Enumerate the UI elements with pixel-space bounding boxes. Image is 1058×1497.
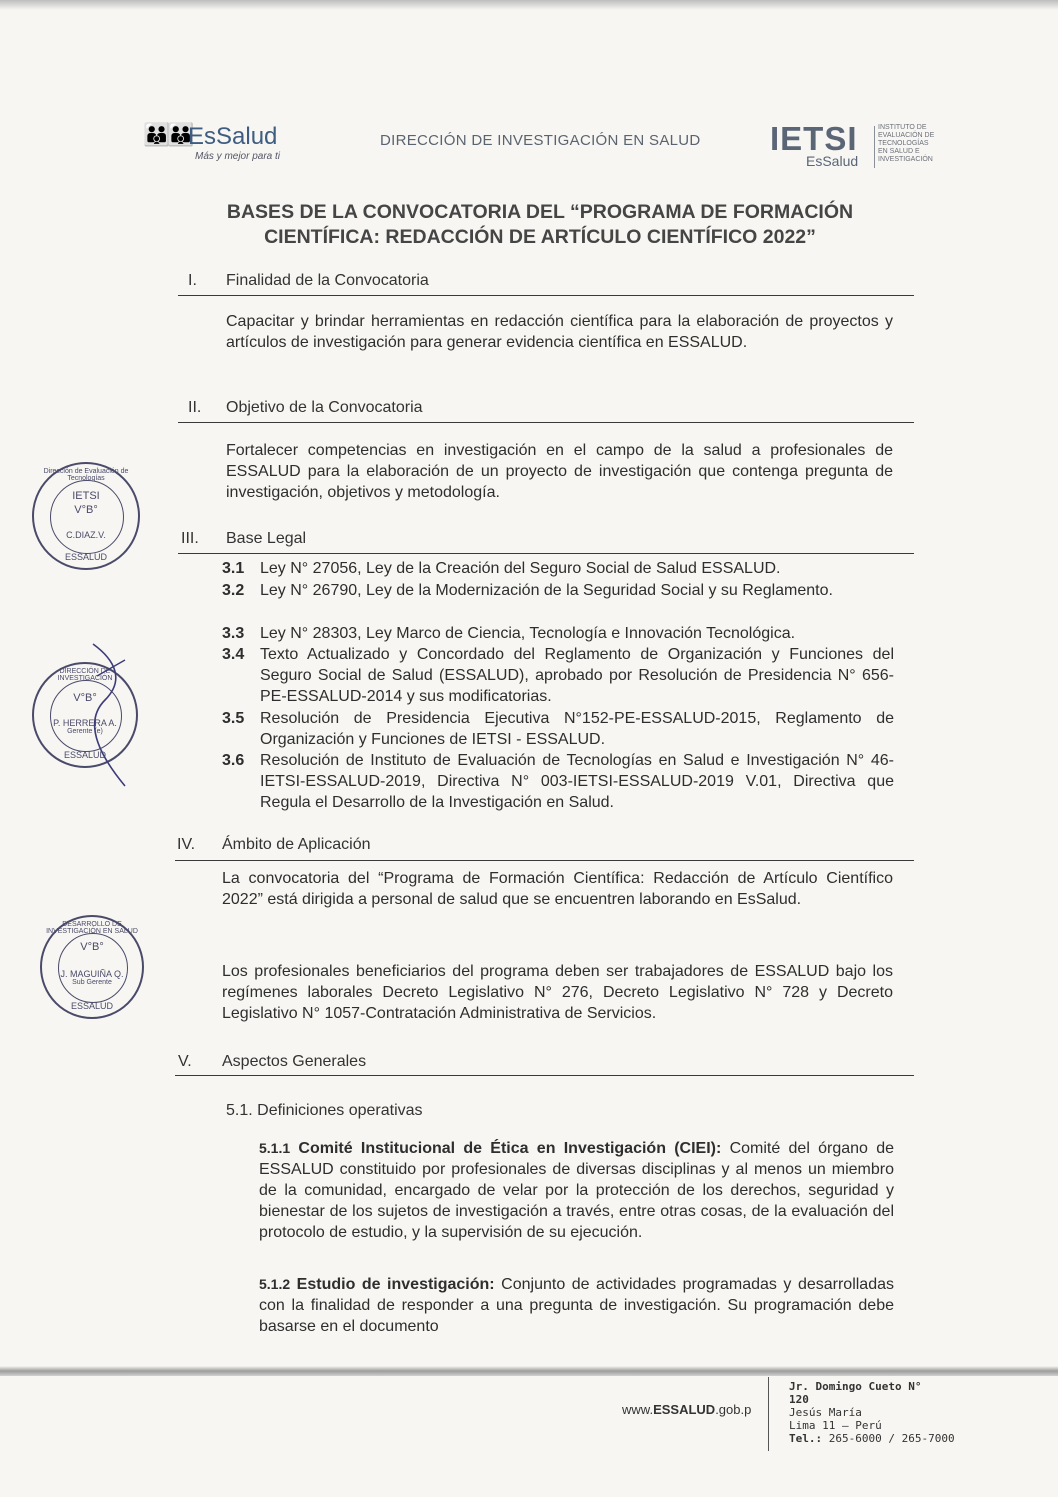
- section-4-title: Ámbito de Aplicación: [222, 836, 371, 853]
- footer-address-line2: 120: [789, 1393, 809, 1406]
- section-2-text: Fortalecer competencias en investigación en el campo de la salud a profesionales de ESSALUD para la elaboración de un proyecto de investigación que contenga pregunta de investigación, objetivos y metodología.: [226, 442, 893, 501]
- legal-item: [222, 623, 894, 644]
- section-4-text-1: La convocatoria del “Programa de Formación Científica: Redacción de Artículo Científico 2022” está dirigida a personal de salud que se encuentren laborando en EsSalud.: [222, 870, 893, 908]
- footer-address: [789, 1380, 955, 1445]
- section-5-title: Aspectos Generales: [222, 1053, 367, 1070]
- legal-item-number: 3.5: [222, 710, 245, 727]
- section-3-rule: [178, 553, 914, 554]
- definition-ciei: [259, 1138, 894, 1243]
- definition-term: Comité Institucional de Ética en Investigación (CIEI):: [298, 1140, 722, 1157]
- section-4-text-2: Los profesionales beneficiarios del programa deben ser trabajadores de ESSALUD bajo los regímenes laborales Decreto Legislativo N° 276, Decreto Legislativo N° 728 y Decreto Legislativo N° 1057-Contratación Administrativa de Servicios.: [222, 963, 893, 1022]
- stamp-name: C.DIAZ.V.: [66, 530, 106, 540]
- subsection-5-1-title: 5.1. Definiciones operativas: [226, 1102, 423, 1119]
- legal-item-text: Texto Actualizado y Concordado del Reglamento de Organización y Funciones del Seguro Social de Salud (ESSALUD), aprobado por Resolución de Presidencia N° 656-PE-ESSALUD-2014 y sus modificatorias.: [260, 646, 894, 705]
- ietsi-logo: [770, 120, 940, 174]
- section-5-number: V.: [178, 1053, 192, 1070]
- section-5-rule: [175, 1075, 914, 1076]
- footer-phone-numbers: 265-6000 / 265-7000: [822, 1432, 955, 1445]
- footer-website-suffix: .gob.p: [715, 1402, 752, 1417]
- legal-item-text: Resolución de Presidencia Ejecutiva N°152-PE-ESSALUD-2015, Reglamento de Organización y Funciones de IETSI - ESSALUD.: [260, 710, 894, 748]
- stamp-vb-text: V°B°: [74, 504, 98, 516]
- legal-item-number: 3.2: [222, 582, 245, 599]
- legal-item-number: 3.1: [222, 560, 245, 577]
- footer-address-line4: Lima 11 – Perú: [789, 1419, 882, 1432]
- header-title: DIRECCIÓN DE INVESTIGACIÓN EN SALUD: [380, 132, 701, 149]
- logo-divider: [874, 126, 875, 168]
- document-title-line1: BASES DE LA CONVOCATORIA DEL “PROGRAMA DE FORMACIÓN: [226, 201, 854, 223]
- definition-text: Conjunto de actividades programadas y desarrolladas con la finalidad de responder a una pregunta de investigación. Su programación debe basarse en el documento: [259, 1276, 894, 1335]
- stamp-vb-text: V°B°: [80, 941, 104, 953]
- section-1-number: I.: [188, 272, 197, 289]
- stamp-bottom-text: ESSALUD: [70, 1001, 114, 1011]
- footer-address-line3: Jesús María: [789, 1406, 862, 1419]
- section-4-number: IV.: [177, 836, 196, 853]
- footer-website-domain: ESSALUD: [653, 1402, 716, 1417]
- footer-website[interactable]: [622, 1402, 751, 1417]
- stamp-mid-text: IETSI: [72, 490, 100, 502]
- stamp-top-text: Dirección de Evaluación de Tecnologías: [43, 468, 129, 482]
- legal-item-number: 3.3: [222, 625, 245, 642]
- approval-stamp: [32, 462, 140, 570]
- legal-item-number: 3.4: [222, 646, 245, 663]
- scan-edge-top: [0, 0, 1058, 10]
- definition-number: 5.1.1: [259, 1140, 291, 1156]
- stamp-vb-text: V°B°: [73, 692, 97, 704]
- footer-phone-label: Tel.:: [789, 1432, 823, 1445]
- document-title: [150, 200, 930, 250]
- legal-item-text: Ley N° 28303, Ley Marco de Ciencia, Tecnología e Innovación Tecnológica.: [260, 625, 796, 642]
- section-2-number: II.: [188, 399, 202, 416]
- definition-number: 5.1.2: [259, 1276, 291, 1292]
- legal-item-text: Ley N° 27056, Ley de la Creación del Seguro Social de Salud ESSALUD.: [260, 560, 781, 577]
- legal-item: [222, 708, 894, 750]
- stamp-top-text: DIRECCIÓN DE INVESTIGACIÓN: [57, 668, 113, 682]
- footer-divider: [768, 1377, 769, 1451]
- legal-item: [222, 558, 894, 579]
- footer-phone: [789, 1432, 955, 1445]
- legal-item-number: 3.6: [222, 752, 245, 769]
- essalud-logo-brand: EsSalud: [188, 123, 278, 150]
- section-4-rule: [175, 860, 914, 861]
- legal-item: [222, 750, 894, 813]
- document-title-line2: CIENTÍFICA: REDACCIÓN DE ARTÍCULO CIENTÍFICO 2022”: [264, 226, 816, 248]
- ietsi-logo-institute: INSTITUTO DE EVALUACIÓN DE TECNOLOGÍAS EN SALUD E INVESTIGACIÓN: [878, 124, 935, 163]
- legal-item: [222, 644, 894, 707]
- section-2-rule: [178, 422, 914, 423]
- stamp-bottom-text: ESSALUD: [63, 750, 107, 760]
- stamp-role: Gerente (e): [67, 728, 103, 735]
- definition-term: Estudio de investigación:: [296, 1276, 495, 1293]
- ietsi-logo-brand: EsSalud: [806, 153, 859, 169]
- stamp-name: P. HERRERA A.: [53, 718, 117, 728]
- section-3-number: III.: [181, 530, 199, 547]
- definition-estudio: [259, 1274, 894, 1337]
- section-1-text: Capacitar y brindar herramientas en redacción científica para la elaboración de proyectos y artículos de investigación para generar evidencia científica en ESSALUD.: [226, 313, 893, 351]
- legal-item-text: Ley N° 26790, Ley de la Modernización de la Seguridad Social y su Reglamento.: [260, 582, 833, 599]
- stamp-role: Sub Gerente: [72, 979, 112, 986]
- definition-text: Comité del órgano de ESSALUD constituido por profesionales de diversas disciplinas y al menos un miembro de la comunidad, encargado de velar por la protección de los derechos, seguridad y bienestar de los sujetos de investigación a través, entre otras cosas, de la evaluación del protocolo de estudio, y la supervisión de su ejecución.: [259, 1140, 895, 1241]
- legal-item: [222, 580, 894, 622]
- stamp-bottom-text: ESSALUD: [64, 552, 108, 562]
- legal-item-text: Resolución de Instituto de Evaluación de Tecnologías en Salud e Investigación N° 46-IETSI-ESSALUD-2019, Directiva N° 003-IETSI-ESSALUD-2019 V.01, Directiva que Regula el Desarrollo de la Investigación en Salud.: [260, 752, 894, 811]
- approval-stamp: [40, 915, 144, 1019]
- footer-band: [0, 1366, 1058, 1376]
- ietsi-logo-acronym: IETSI: [770, 120, 858, 157]
- footer-website-prefix: www.: [622, 1402, 654, 1417]
- essalud-logo: [143, 118, 313, 168]
- people-icon: 👪👪: [143, 122, 192, 147]
- essalud-logo-tagline: Más y mejor para ti: [195, 151, 281, 162]
- section-3-title: Base Legal: [226, 530, 307, 547]
- signature-mark: [85, 640, 145, 790]
- stamp-top-text: DESARROLLO DE INVESTIGACIÓN EN SALUD: [46, 921, 138, 935]
- section-1-rule: [178, 295, 914, 296]
- section-2-title: Objetivo de la Convocatoria: [226, 399, 423, 416]
- footer-address-line1: Jr. Domingo Cueto N°: [789, 1380, 922, 1393]
- section-1-title: Finalidad de la Convocatoria: [226, 272, 429, 289]
- stamp-name: J. MAGUIÑA Q.: [60, 969, 124, 979]
